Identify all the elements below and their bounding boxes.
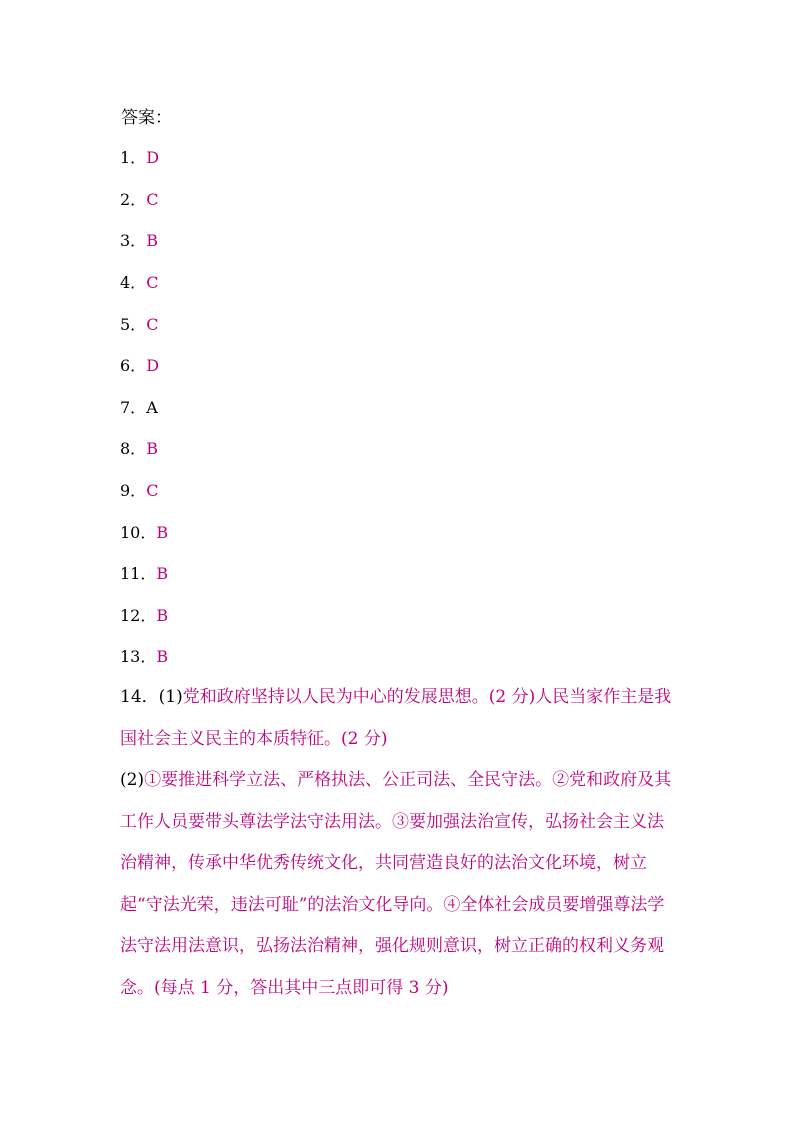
part-label: (2)	[120, 770, 145, 790]
answer-value: B	[156, 523, 169, 542]
answer-value: B	[156, 647, 169, 666]
answer-item-5	[120, 313, 158, 337]
answer-value: C	[146, 315, 159, 334]
answer-item-9	[120, 479, 158, 503]
answer-number: 1．	[120, 148, 147, 167]
answer-item-4	[120, 271, 158, 295]
answer-number: 8．	[120, 439, 147, 458]
answer-value: B	[156, 564, 169, 583]
answer-value: C	[146, 273, 159, 292]
answer-number: 4．	[120, 273, 147, 292]
score-note: (2 分)	[341, 728, 388, 749]
answer-value: C	[146, 481, 159, 500]
answer-number: 10．	[120, 523, 157, 542]
answer-number: 2．	[120, 190, 147, 209]
answer-number: 7．	[120, 398, 147, 417]
answer-item-11	[120, 562, 168, 586]
question-14-part-2	[120, 760, 680, 1009]
answer-text: ①要推进科学立法、严格执法、公正司法、全民守法。②党和政府及其工作人员要带头尊法学法守法用法。③要加强法治宣传，弘扬社会主义法治精神，传承中华优秀传统文化，共同营造良好的法治文化环境，树立起“守法光荣，违法可耻”的法治文化导向。④全体社会成员要增强尊法学法守法用法意识，弘扬法治精神，强化规则意识，树立正确的权利义务观念。	[120, 770, 672, 998]
answer-item-1	[120, 146, 159, 170]
answer-value: A	[146, 398, 158, 417]
answer-text: 人民当家作主是我国社会主义民主的本质特征。	[120, 687, 672, 749]
answer-number: 9．	[120, 481, 147, 500]
answer-item-8	[120, 437, 158, 461]
answer-number: 5．	[120, 315, 147, 334]
answer-value: B	[146, 439, 158, 458]
answer-text: 党和政府坚持以人民为中心的发展思想。	[182, 687, 489, 707]
question-number: 14．	[120, 687, 159, 707]
answer-number: 13．	[120, 647, 157, 666]
answer-item-2	[120, 188, 158, 212]
answer-heading: 答案：	[121, 108, 172, 128]
question-14-part-1	[120, 677, 680, 760]
answer-number: 12．	[120, 606, 157, 625]
answer-value: D	[146, 148, 160, 167]
score-note: (2 分)	[488, 687, 536, 707]
answer-number: 3．	[120, 231, 147, 250]
part-label: (1)	[158, 687, 183, 707]
answer-value: B	[146, 231, 158, 250]
answer-value: C	[146, 190, 159, 209]
answer-item-6	[120, 354, 159, 378]
answer-number: 11．	[120, 564, 157, 583]
answer-item-12	[120, 604, 168, 628]
answer-item-13	[120, 645, 168, 669]
answer-value: D	[146, 356, 160, 375]
answer-value: B	[156, 606, 169, 625]
answer-number: 6．	[120, 356, 147, 375]
answer-item-3	[120, 229, 158, 253]
answer-item-7	[120, 396, 158, 420]
answer-item-10	[120, 521, 168, 545]
score-note: (每点 1 分，答出其中三点即可得 3 分)	[154, 977, 449, 998]
